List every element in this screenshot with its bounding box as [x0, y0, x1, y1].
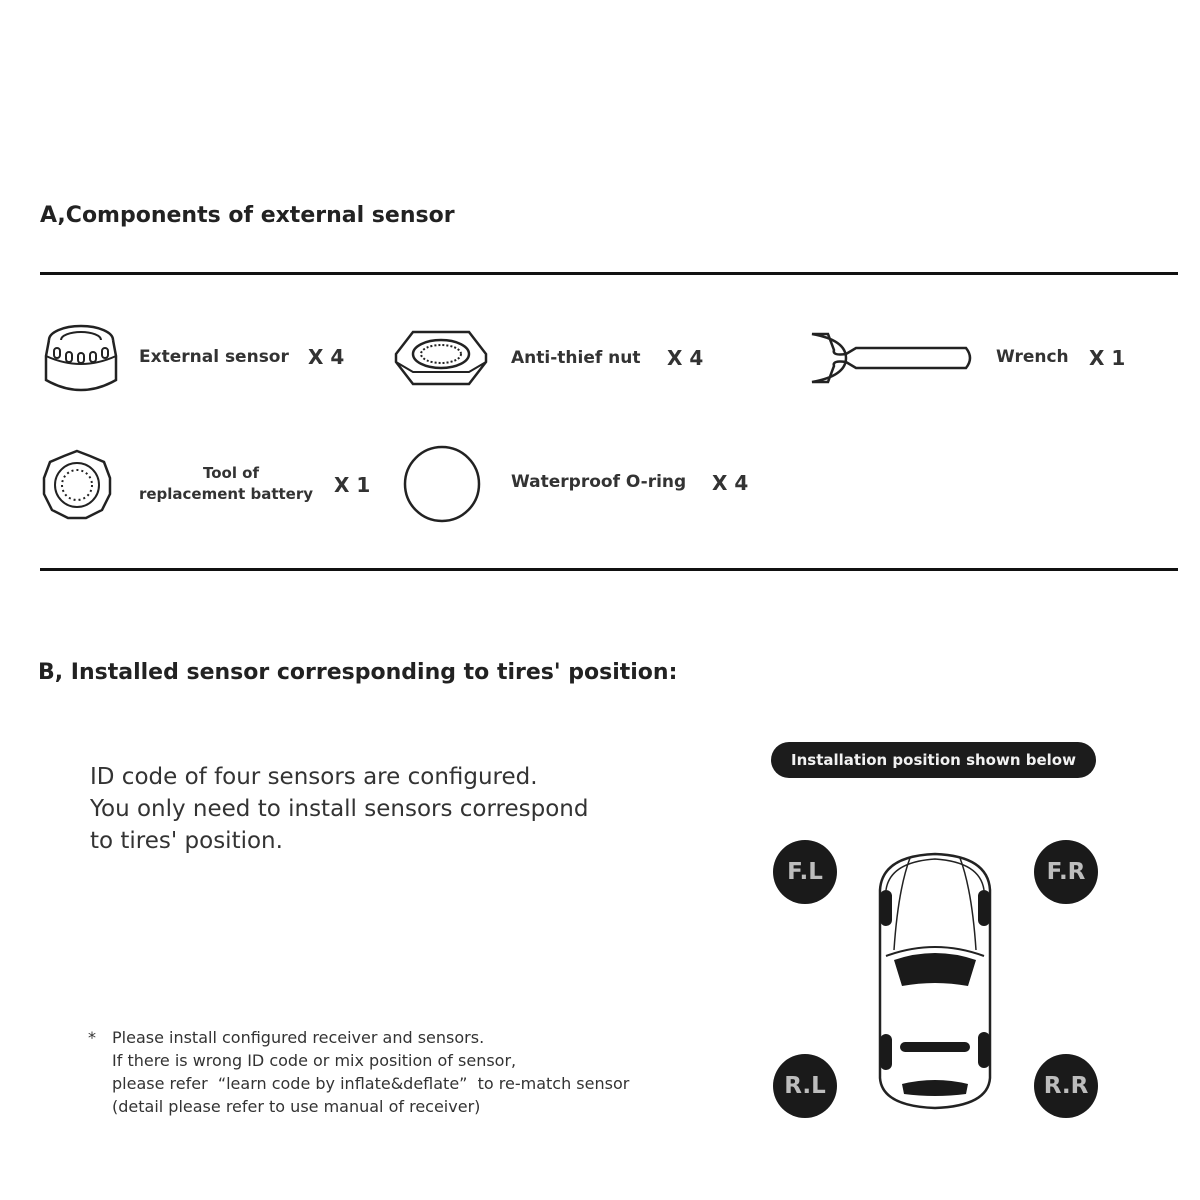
- note-line: Please install configured receiver and sensors.: [112, 1028, 485, 1047]
- note-line: (detail please refer to use manual of receiver): [112, 1097, 481, 1116]
- instruction-line: ID code of four sensors are configured.: [90, 764, 538, 790]
- position-badge-rr: R.R: [1034, 1054, 1098, 1118]
- item-label: Waterproof O-ring: [511, 472, 687, 492]
- note-star: *: [88, 1028, 96, 1047]
- position-badge-fr: F.R: [1034, 840, 1098, 904]
- item-qty: X 4: [667, 346, 704, 370]
- note-line: If there is wrong ID code or mix position of sensor,: [112, 1051, 517, 1070]
- item-label-line: replacement battery: [138, 485, 314, 503]
- item-label: Wrench: [996, 347, 1069, 367]
- item-label-line: Tool of: [202, 464, 260, 482]
- installation-position-pill: Installation position shown below: [771, 742, 1096, 778]
- instruction-line: to tires' position.: [90, 828, 283, 854]
- o-ring-icon: [402, 444, 482, 524]
- section-b-title: B, Installed sensor corresponding to tires' position:: [38, 660, 678, 685]
- divider: [40, 272, 1178, 275]
- instruction-line: You only need to install sensors correspond: [90, 796, 589, 822]
- note-line: please refer “learn code by inflate&deflate” to re-match sensor: [112, 1074, 630, 1093]
- item-qty: X 1: [1089, 346, 1126, 370]
- position-badge-fl: F.L: [773, 840, 837, 904]
- position-badge-rl: R.L: [773, 1054, 837, 1118]
- battery-tool-icon: [40, 448, 114, 522]
- divider: [40, 568, 1178, 571]
- item-qty: X 4: [308, 345, 345, 369]
- section-a-title: A,Components of external sensor: [40, 203, 455, 228]
- item-qty: X 4: [712, 471, 749, 495]
- instruction-text: [90, 761, 588, 857]
- note-text: [112, 1026, 629, 1118]
- external-sensor-icon: [40, 318, 122, 400]
- car-top-view-icon: [872, 850, 998, 1112]
- nut-icon: [393, 328, 489, 388]
- item-qty: X 1: [334, 473, 371, 497]
- item-label: Anti-thief nut: [511, 348, 641, 368]
- item-label: External sensor: [139, 347, 289, 367]
- wrench-icon: [806, 328, 978, 388]
